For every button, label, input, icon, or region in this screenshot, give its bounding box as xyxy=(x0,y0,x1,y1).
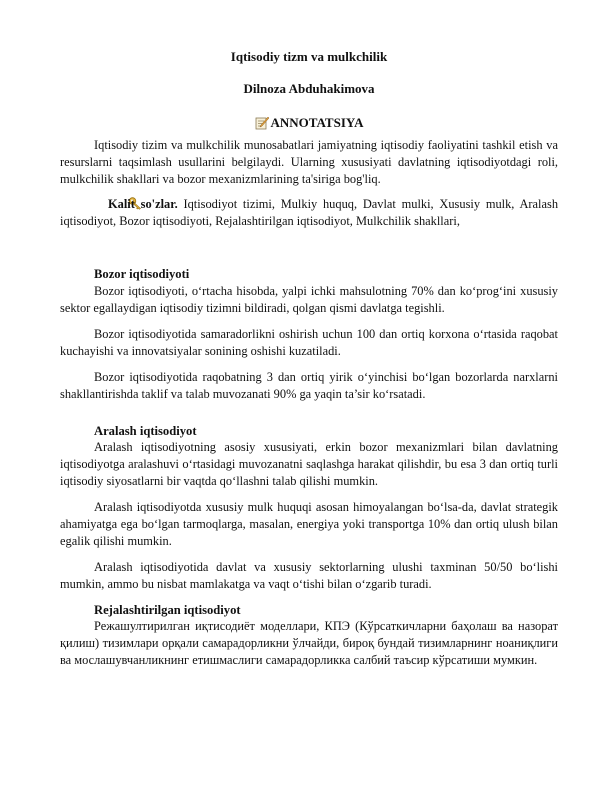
annotation-heading xyxy=(60,115,558,131)
annotation-heading-text: ANNOTATSIYA xyxy=(270,115,364,130)
author-name: Dilnoza Abduhakimova xyxy=(243,81,375,96)
document-title: Iqtisodiy tizm va mulkchilik xyxy=(230,49,388,64)
document-page xyxy=(60,0,558,669)
keywords-text: Iqtisodiyot tizimi, Mulkiy huquq, Davlat mulki, Xususiy mulk, Aralash iqtisodiyot, Bozor iqtisodiyoti, Rejalashtirilgan iqtisodiyot, Mulkchilik shakllari, xyxy=(60,197,559,228)
paragraph: Режашултирилган иқтисодиёт моделлари, КПЭ (Кўрсаткичларни баҳолаш ва назорат қилиш) тизимлари орқали самарадорликни ўлчайди, бироқ бундай тизимларнинг ноаниқлиги ва мослашувчанликнинг етишмаслиги самарадорликка салбий таъсир кўрсатиши мумкин. xyxy=(60,619,558,667)
paragraph: Aralash iqtisodiyotda xususiy mulk huquqi asosan himoyalangan bo‘lsa-da, davlat strategik ahamiyatga ega bo‘lgan tarmoqlarga, masalan, energiya yoki transportga 10% dan ortiq ulush bilan egalik qilishi mumkin. xyxy=(60,500,558,548)
paragraph: Aralash iqtisodiyotida davlat va xususiy sektorlarning ulushi taxminan 50/50 bo‘lishi mumkin, ammo bu nisbat mamlakatga va vaqt o‘tishi bilan o‘zgarib turadi. xyxy=(60,560,558,591)
annotation-text: Iqtisodiy tizim va mulkchilik munosabatlari jamiyatning iqtisodiy faoliyatini tashkil etish va resurslarni taqsimlash usullarini belgilaydi. Ularning xususiyati davlatning iqtisodiyotdagi roli, mulkchilik shakllari va bozor mexanizmlarining ta'siriga bog'liq. xyxy=(60,138,558,186)
paragraph: Aralash iqtisodiyotning asosiy xususiyati, erkin bozor mexanizmlari bilan davlatning iqtisodiyotga aralashuvi o‘rtasidagi muvozanatni saqlashga harakat qilishdir, bu esa 3 dan ortiq turli iqtisodiy siyosatlarni bir vaqtda qo‘llashni talab qilishi mumkin. xyxy=(60,440,558,488)
paragraph: Bozor iqtisodiyotida samaradorlikni oshirish uchun 100 dan ortiq korxona o‘rtasida raqobat kuchayishi va innovatsiyalar sonining oshishi kuzatiladi. xyxy=(60,327,558,358)
memo-icon xyxy=(255,116,269,130)
section-heading-rejalashtirilgan: Rejalashtirilgan iqtisodiyot xyxy=(94,603,241,617)
section-heading-aralash: Aralash iqtisodiyot xyxy=(94,424,197,438)
paragraph: Bozor iqtisodiyotida raqobatning 3 dan ortiq yirik o‘yinchisi bo‘lgan bozorlarda narxlarni shakllantirishda taklif va talab muvozanati 90% ga yaqin ta’sir ko‘rsatadi. xyxy=(60,370,558,401)
keywords-paragraph xyxy=(60,196,558,230)
key-icon xyxy=(94,196,108,210)
paragraph: Bozor iqtisodiyoti, o‘rtacha hisobda, yalpi ichki mahsulotning 70% dan ko‘prog‘ini xususiy sektor egallaydigan iqtisodiy tizimni bildiradi, qolgan qismi davlatga tegishli. xyxy=(60,284,558,315)
section-heading-bozor: Bozor iqtisodiyoti xyxy=(94,267,190,281)
keywords-label: Kalit so'zlar. xyxy=(108,197,178,211)
